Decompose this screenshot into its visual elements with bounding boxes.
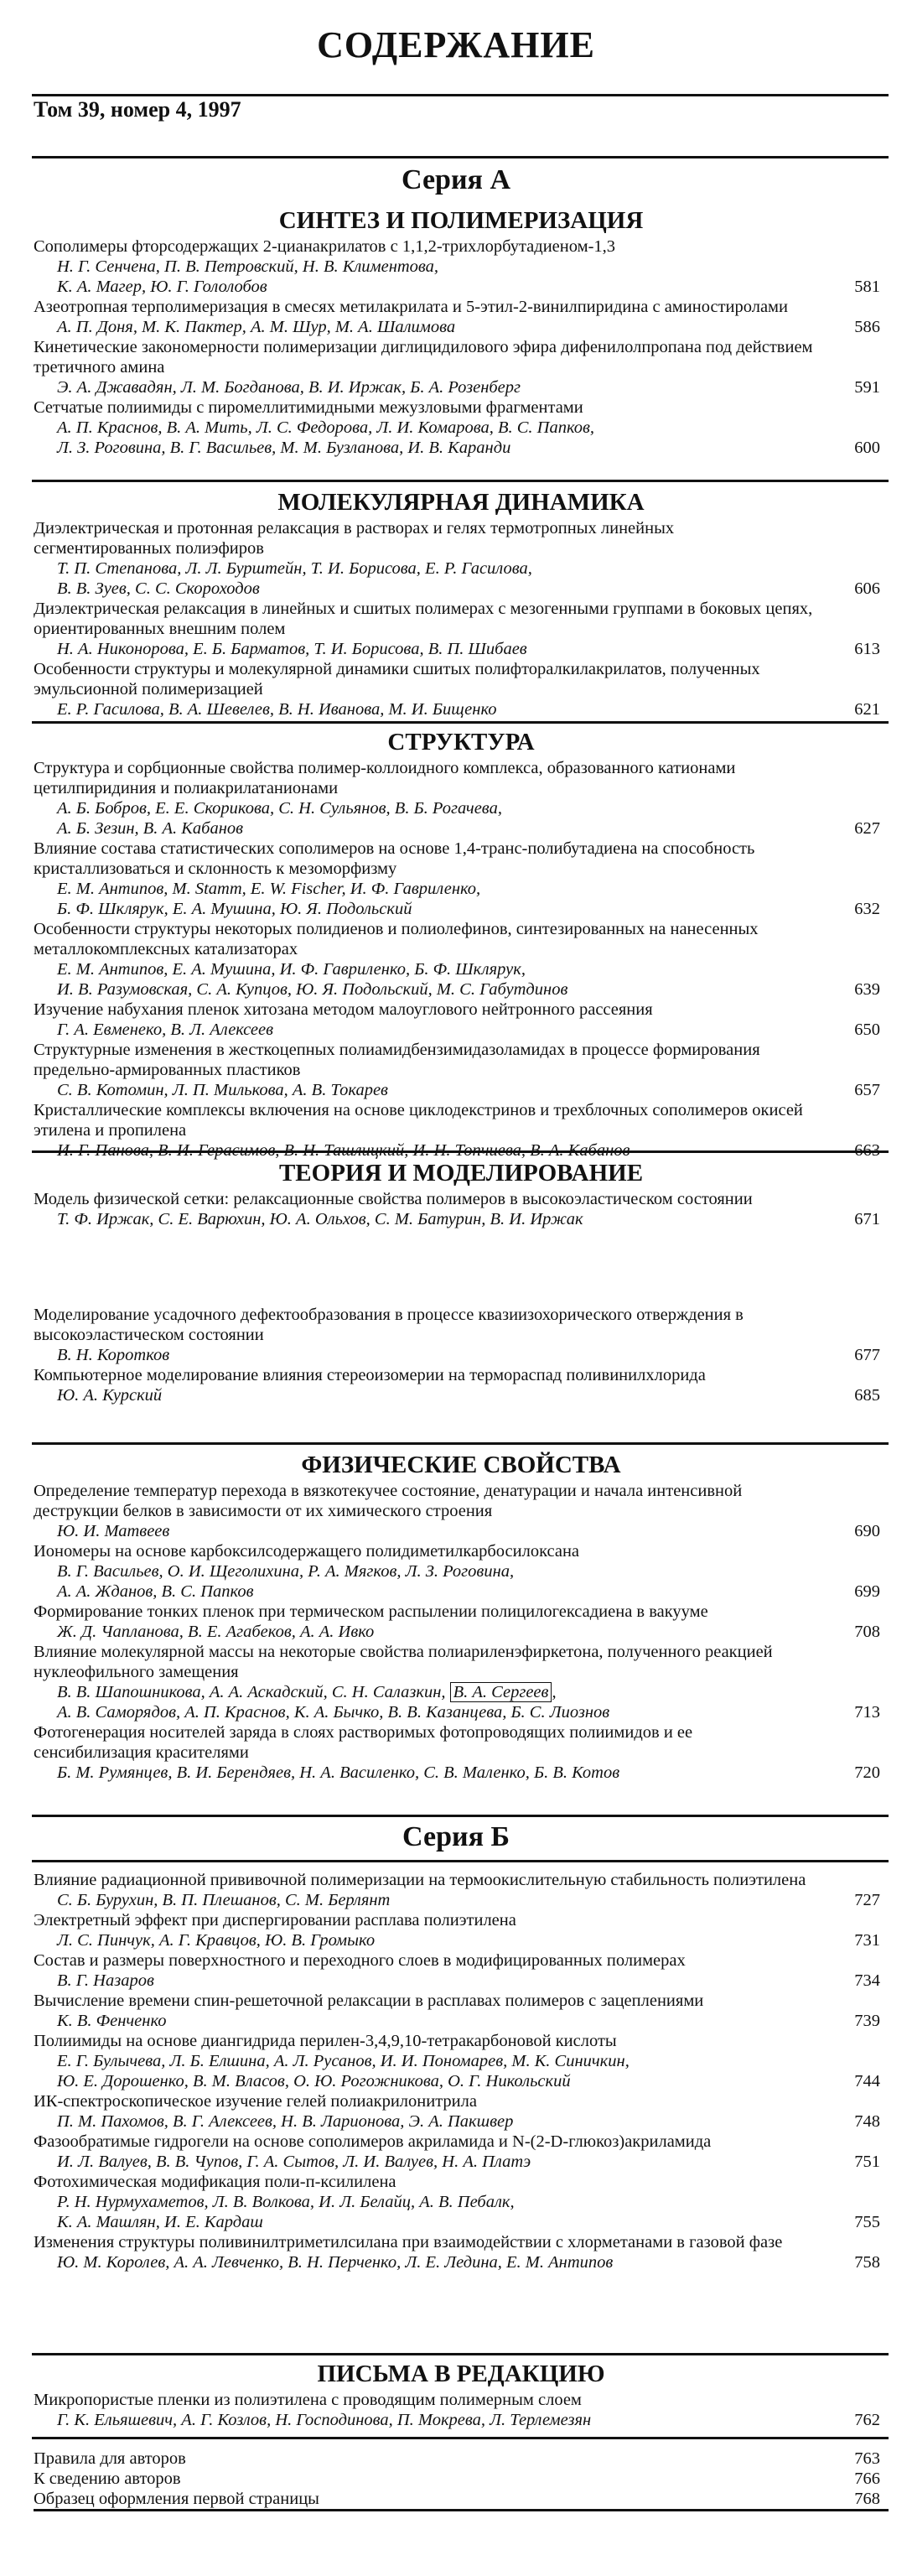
entry-title: Фазообратимые гидрогели на основе сополимеров акриламида и N-(2-D-глюкоз)акриламида [34, 2132, 712, 2151]
page-number: 690 [854, 1522, 880, 1540]
toc-entry [34, 1541, 889, 1602]
section-title: СТРУКТУРА [387, 729, 535, 756]
page-number: 677 [854, 1346, 880, 1364]
entry-title: Диэлектрическая релаксация в линейных и сшитых полимерах с мезогенными группами в боковых цепях, ориентированных внешним полем [34, 600, 813, 638]
page-number: 606 [854, 579, 880, 598]
toc-entry [34, 2232, 889, 2272]
entry-title: Определение температур перехода в вязкотекучее состояние, денатурации и начала интенсивной деструкции белков в зависимости от их химического строения [34, 1482, 743, 1520]
entry-authors: В. В. Зуев, С. С. Скороходов [57, 579, 260, 598]
section-letters [34, 2358, 889, 2430]
page-number: 663 [854, 1141, 880, 1160]
entry-authors: Ю. А. Курский [57, 1386, 163, 1405]
page-number: 613 [854, 640, 880, 658]
entry-title: Электретный эффект при диспергировании расплава полиэтилена [34, 1911, 516, 1929]
entry-authors: Е. М. Антипов, M. Stamm, E. W. Fischer, И. Ф. Гавриленко, [57, 880, 481, 898]
page-number: 591 [854, 378, 880, 397]
toc-entry [34, 1910, 889, 1950]
entry-authors: И. В. Разумовская, С. А. Купцов, Ю. Я. Подольский, М. С. Габутдинов [57, 980, 568, 999]
section-title: МОЛЕКУЛЯРНАЯ ДИНАМИКА [277, 489, 645, 516]
page-number: 727 [854, 1891, 880, 1909]
misc-item [34, 2449, 889, 2469]
toc-entry [34, 659, 889, 719]
entry-authors: Р. Н. Нурмухаметов, Л. В. Волкова, И. Л. Белайц, А. В. Пебалк, [57, 2193, 515, 2211]
entry-title: Влияние молекулярной массы на некоторые свойства полиариленэфиркетона, полученного реакцией нуклеофильного замещения [34, 1643, 773, 1681]
toc-entry [34, 2031, 889, 2091]
page-number: 762 [854, 2411, 880, 2429]
entry-title: Состав и размеры поверхностного и переходного слоев в модифицированных полимерах [34, 1951, 686, 1970]
toc-entry [34, 518, 889, 599]
toc-entry [34, 839, 889, 919]
entry-title: Модель физической сетки: релаксационные свойства полимеров в высокоэластическом состоянии [34, 1190, 753, 1208]
page-number: 639 [854, 980, 880, 999]
toc-entry [34, 2091, 889, 2132]
section-title: ТЕОРИЯ И МОДЕЛИРОВАНИЕ [278, 1160, 644, 1187]
page-number: 627 [854, 819, 880, 838]
page-number: 699 [854, 1582, 880, 1601]
page-number: 671 [854, 1210, 880, 1228]
page-number: 657 [854, 1081, 880, 1099]
page-number: 621 [854, 700, 880, 719]
page-number: 768 [854, 2490, 880, 2508]
toc-entry [34, 397, 889, 458]
entry-authors: В. Н. Коротков [57, 1346, 170, 1364]
section-molecular-dynamics [34, 486, 889, 719]
entry-authors: Б. М. Румянцев, В. И. Берендяев, Н. А. Василенко, С. В. Маленко, Б. В. Котов [57, 1763, 620, 1782]
toc-entry [34, 919, 889, 1000]
section-synthesis [34, 205, 889, 458]
entry-authors: В. Г. Васильев, О. И. Щеголихина, Р. А. Мягков, Л. З. Роговина, [57, 1562, 515, 1581]
toc-entry [34, 236, 889, 297]
entry-authors: Н. А. Никонорова, Е. Б. Барматов, Т. И. Борисова, В. П. Шибаев [57, 640, 527, 658]
entry-title: Моделирование усадочного дефектообразования в процессе квазиизохорического отверждения в высокоэластическом состоянии [34, 1306, 744, 1344]
page-number: 586 [854, 318, 880, 336]
section-rule [32, 721, 889, 724]
page-number: 600 [854, 439, 880, 457]
entry-authors: Е. Г. Булычева, Л. Б. Елшина, А. Л. Русанов, И. И. Пономарев, М. К. Синичкин, [57, 2052, 630, 2070]
entry-authors: А. П. Доня, М. К. Пактер, А. М. Шур, М. А. Шалимова [57, 318, 456, 336]
entry-authors: Л. С. Пинчук, А. Г. Кравцов, Ю. В. Громыко [57, 1931, 376, 1950]
section-series-b [34, 1870, 889, 2272]
section-rule [32, 1150, 889, 1153]
misc-list [34, 2449, 889, 2511]
series-b-rule [32, 1815, 889, 1817]
misc-label: Образец оформления первой страницы [34, 2490, 319, 2508]
entry-title: Диэлектрическая и протонная релаксация в растворах и гелях термотропных линейных сегментированных полиэфиров [34, 519, 675, 558]
series-a-title: Серия А [401, 164, 510, 195]
misc-label: Правила для авторов [34, 2449, 186, 2468]
section-physical-properties [34, 1449, 889, 1783]
page-title: СОДЕРЖАНИЕ [317, 24, 595, 65]
entry-title: Сетчатые полиимиды с пиромеллитимидными межузловыми фрагментами [34, 398, 583, 417]
page-number: 708 [854, 1623, 880, 1641]
entry-title: Фотогенерация носителей заряда в слоях растворимых фотопроводящих полиимидов и ее сенсибилизация красителями [34, 1723, 693, 1762]
toc-entry [34, 337, 889, 397]
entry-title: Формирование тонких пленок при термическом распылении полицилогексадиена в вакууме [34, 1602, 708, 1621]
volume-line: Том 39, номер 4, 1997 [34, 97, 241, 122]
entry-authors: А. В. Саморядов, А. П. Краснов, К. А. Бычко, В. В. Казанцева, Б. С. Лиознов [57, 1703, 610, 1722]
entry-authors: А. П. Краснов, В. А. Мить, Л. С. Федорова, Л. И. Комарова, В. С. Папков, [57, 418, 595, 437]
toc-entry [34, 1602, 889, 1642]
entry-authors: Г. А. Евменеко, В. Л. Алексеев [57, 1021, 274, 1039]
entry-title: Изменения структуры поливинилтриметилсилана при взаимодействии с хлорметанами в газовой фазе [34, 2233, 783, 2251]
entry-title: ИК-спектроскопическое изучение гелей полиакрилонитрила [34, 2092, 477, 2111]
page-number: 713 [854, 1703, 880, 1722]
entry-authors: Э. А. Джавадян, Л. М. Богданова, В. И. Иржак, Б. А. Розенберг [57, 378, 521, 397]
entry-authors: Ю. Е. Дорошенко, В. М. Власов, О. Ю. Рогожникова, О. Г. Никольский [57, 2072, 571, 2090]
entry-title: Кристаллические комплексы включения на основе циклодекстринов и трехблочных сополимеров окисей этилена и пропилена [34, 1101, 803, 1140]
entry-title: Сополимеры фторсодержащих 2-цианакрилатов с 1,1,2-трихлорбутадиеном-1,3 [34, 237, 616, 256]
page-number: 650 [854, 1021, 880, 1039]
entry-authors: А. Б. Зезин, В. А. Кабанов [57, 819, 244, 838]
misc-item [34, 2469, 889, 2489]
page-number: 720 [854, 1763, 880, 1782]
entry-title: Влияние состава статистических сополимеров на основе 1,4-транс-полибутадиена на способность кристаллизоваться и склонность к мезоморфизму [34, 839, 755, 878]
page-number: 766 [854, 2470, 880, 2488]
toc-entry [34, 2132, 889, 2172]
entry-authors: Т. Ф. Иржак, С. Е. Варюхин, Ю. А. Ольхов, С. М. Батурин, В. И. Иржак [57, 1210, 583, 1228]
entry-authors: К. А. Машлян, И. Е. Кардаш [57, 2213, 263, 2231]
entry-authors: Т. П. Степанова, Л. Л. Бурштейн, Т. И. Борисова, Е. Р. Гасилова, [57, 559, 532, 578]
entry-authors: Ю. М. Королев, А. А. Левченко, В. Н. Перченко, Л. Е. Ледина, Е. М. Антипов [57, 2253, 614, 2272]
entry-authors: П. М. Пахомов, В. Г. Алексеев, Н. В. Ларионова, Э. А. Пакшвер [57, 2112, 514, 2131]
toc-entry [34, 1040, 889, 1100]
page-number: 739 [854, 2012, 880, 2030]
entry-authors: В. В. Шапошникова, А. А. Аскадский, С. Н. Салазкин, В. А. Сергеев , [57, 1683, 557, 1701]
entry-title: Микропористые пленки из полиэтилена с проводящим полимерным слоем [34, 2391, 582, 2409]
entry-title: Вычисление времени спин-решеточной релаксации в расплавах полимеров с зацеплениями [34, 1992, 704, 2010]
toc-entry [34, 1642, 889, 1722]
entry-authors: С. Б. Бурухин, В. П. Плешанов, С. М. Берлянт [57, 1891, 391, 1909]
entry-authors: В. Г. Назаров [57, 1971, 154, 1990]
entry-authors: А. Б. Бобров, Е. Е. Скорикова, С. Н. Сульянов, В. Б. Рогачева, [57, 799, 502, 818]
series-b-title: Серия Б [402, 1821, 510, 1852]
entry-authors: А. А. Жданов, В. С. Папков [57, 1582, 254, 1601]
toc-entry [34, 1722, 889, 1783]
toc-entry [34, 1189, 889, 1229]
entry-authors: Ю. И. Матвеев [57, 1522, 170, 1540]
toc-entry [34, 1481, 889, 1541]
entry-title: Изучение набухания пленок хитозана методом малоуглового нейтронного рассеяния [34, 1000, 653, 1019]
section-structure [34, 726, 889, 1161]
series-a-rule [32, 156, 889, 158]
section-title: ПИСЬМА В РЕДАКЦИЮ [317, 2360, 605, 2387]
page-number: 685 [854, 1386, 880, 1405]
page-number: 755 [854, 2213, 880, 2231]
page-number: 632 [854, 900, 880, 918]
entry-authors: Л. З. Роговина, В. Г. Васильев, М. М. Бузланова, И. В. Каранди [57, 439, 511, 457]
entry-authors: И. Г. Панова, В. И. Герасимов, В. Н. Ташлицкий, И. Н. Топчиева, В. А. Кабанов [57, 1141, 630, 1160]
entry-authors: И. Л. Валуев, В. В. Чупов, Г. А. Сытов, Л. И. Валуев, Н. А. Платэ [57, 2153, 531, 2171]
toc-entry [34, 758, 889, 839]
toc-entry [34, 2172, 889, 2232]
section-rule [32, 1442, 889, 1445]
toc-entry [34, 1000, 889, 1040]
toc-entry [34, 297, 889, 337]
entry-authors: Н. Г. Сенчена, П. В. Петровский, Н. В. Климентова, [57, 257, 439, 276]
misc-rule [32, 2437, 889, 2439]
section-title: ФИЗИЧЕСКИЕ СВОЙСТВА [301, 1452, 621, 1478]
page-number: 731 [854, 1931, 880, 1950]
page-number: 751 [854, 2153, 880, 2171]
letters-rule [32, 2353, 889, 2355]
entry-authors: Е. Р. Гасилова, В. А. Шевелев, В. Н. Иванова, М. И. Бищенко [57, 700, 497, 719]
entry-title: Влияние радиационной прививочной полимеризации на термоокислительную стабильность полиэтилена [34, 1871, 806, 1889]
entry-title: Иономеры на основе карбоксилсодержащего полидиметилкарбосилоксана [34, 1542, 580, 1561]
entry-authors: С. В. Котомин, Л. П. Милькова, А. В. Токарев [57, 1081, 388, 1099]
page-number: 734 [854, 1971, 880, 1990]
section-theory [34, 1157, 889, 1405]
page-number: 763 [854, 2449, 880, 2468]
misc-item [34, 2489, 889, 2511]
page-number: 758 [854, 2253, 880, 2272]
entry-authors: Ж. Д. Чапланова, В. Е. Агабеков, А. А. Ивко [57, 1623, 375, 1641]
toc-entry [34, 1305, 889, 1365]
entry-title: Структура и сорбционные свойства полимер-коллоидного комплекса, образованного катионами цетилпиридиния и полиакрилатанионами [34, 759, 736, 797]
entry-authors: Г. К. Ельяшевич, А. Г. Козлов, Н. Господинова, П. Мокрева, Л. Терлемезян [57, 2411, 592, 2429]
entry-title: Особенности структуры некоторых полидиенов и полиолефинов, синтезированных на нанесенных металлокомплексных катализаторах [34, 920, 759, 958]
series-b-rule-2 [32, 1860, 889, 1862]
toc-entry [34, 1870, 889, 1910]
entry-title: Полиимиды на основе диангидрида перилен-3,4,9,10-тетракарбоновой кислоты [34, 2032, 617, 2050]
toc-entry [34, 1365, 889, 1405]
entry-title: Компьютерное моделирование влияния стереоизомерии на термораспад поливинилхлорида [34, 1366, 706, 1384]
entry-authors: Б. Ф. Шклярук, Е. А. Мушина, Ю. Я. Подольский [57, 900, 412, 918]
toc-entry [34, 1950, 889, 1991]
page-number: 748 [854, 2112, 880, 2131]
entry-authors: Е. М. Антипов, Е. А. Мушина, И. Ф. Гавриленко, Б. Ф. Шклярук, [57, 960, 526, 979]
top-rule [32, 94, 889, 96]
page-number: 581 [854, 278, 880, 296]
section-rule [32, 480, 889, 482]
entry-authors: К. В. Фенченко [57, 2012, 167, 2030]
boxed-author: В. А. Сергеев [450, 1682, 552, 1702]
entry-title: Структурные изменения в жесткоцепных полиамидбензимидазоламидах в процессе формирования предельно-армированных пластиков [34, 1041, 760, 1079]
entry-title: Особенности структуры и молекулярной динамики сшитых полифторалкилакрилатов, полученных эмульсионной полимеризацией [34, 660, 760, 699]
entry-title: Азеотропная терполимеризация в смесях метилакрилата и 5-этил-2-винилпиридина с аминостиролами [34, 298, 788, 316]
toc-entry [34, 599, 889, 659]
section-title: СИНТЕЗ И ПОЛИМЕРИЗАЦИЯ [278, 207, 644, 234]
entry-authors: К. А. Магер, Ю. Г. Гололобов [57, 278, 267, 296]
toc-entry [34, 2390, 889, 2430]
entry-title: Кинетические закономерности полимеризации диглицидилового эфира дифенилолпропана под действием третичного амина [34, 338, 813, 377]
page-number: 744 [854, 2072, 880, 2090]
toc-entry [34, 1991, 889, 2031]
entry-title: Фотохимическая модификация поли-п-ксилилена [34, 2173, 396, 2191]
misc-label: К сведению авторов [34, 2470, 181, 2488]
